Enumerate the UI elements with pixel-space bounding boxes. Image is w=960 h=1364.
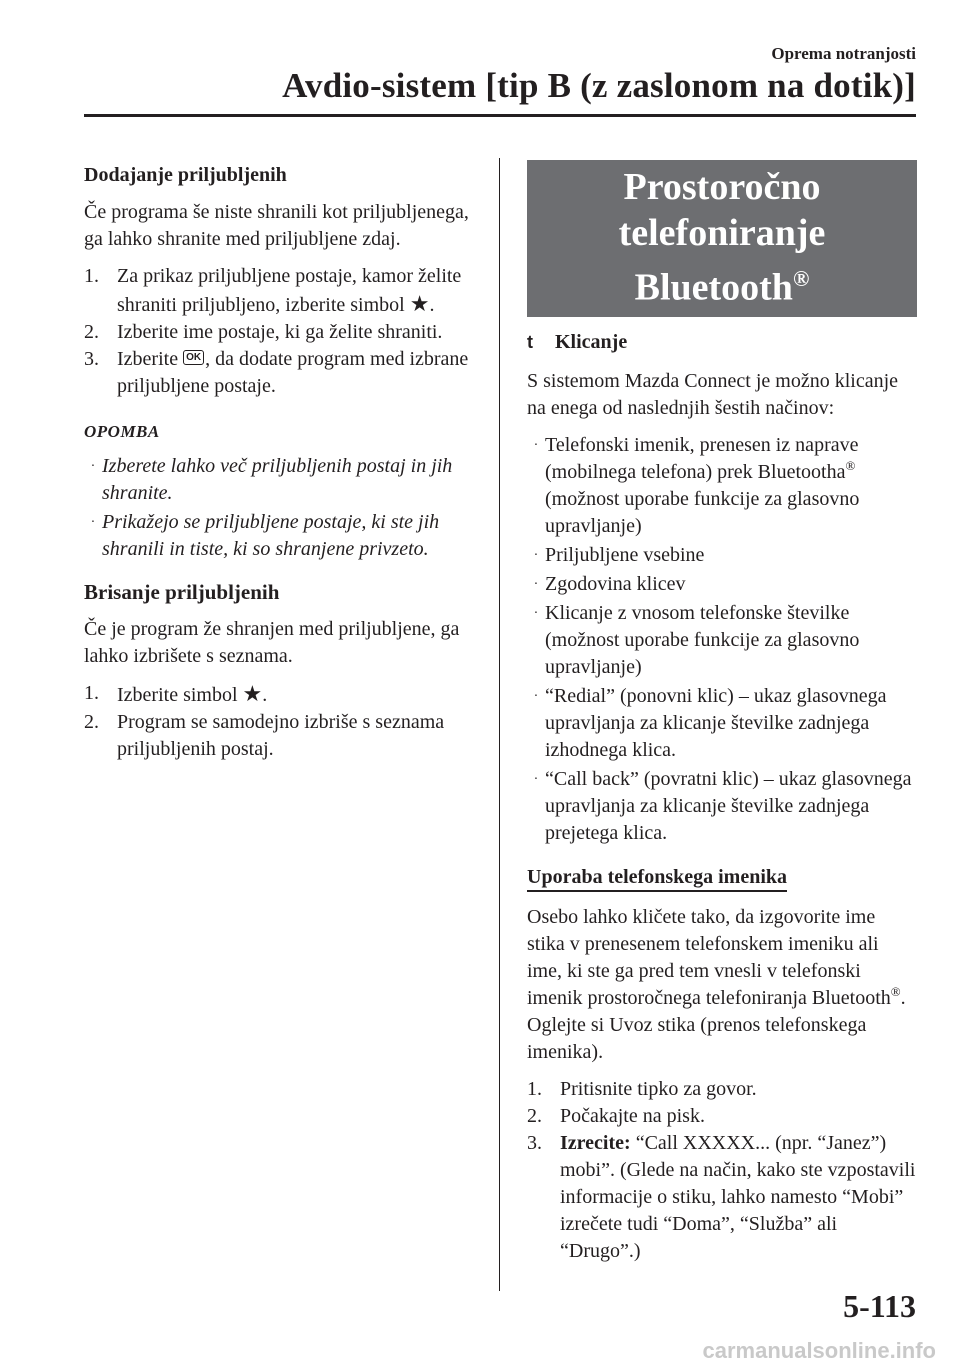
step-number: 1. (84, 682, 99, 704)
step-item (84, 709, 480, 763)
step-text: Pritisnite tipko za govor. (560, 1077, 757, 1100)
step-item (84, 346, 480, 400)
bullet-icon: · (533, 437, 539, 453)
delete-favorites-heading: Brisanje priljubljenih (84, 580, 280, 604)
bullet-icon: · (533, 688, 539, 704)
step-number: 2. (84, 321, 99, 343)
page-number: 5-113 (843, 1288, 916, 1324)
calling-intro: S sistemom Mazda Connect je možno klicanje na enega od naslednjih šestih načinov: (527, 369, 899, 419)
bullet-icon: · (90, 515, 96, 530)
star-icon: ★ (242, 681, 263, 706)
section-marker-icon: t (527, 331, 533, 352)
step-number: 2. (84, 711, 99, 733)
star-icon: ★ (409, 291, 430, 316)
banner-line-1: Prostoročno telefoniranje (618, 166, 826, 254)
step-item (84, 319, 480, 346)
step-item (527, 1103, 917, 1130)
list-item: · “Redial” (ponovni klic) – ukaz glasovnega upravljanja za klicanje številke zadnjega izhodnega klica. (527, 683, 917, 764)
note-heading: OPOMBA (84, 422, 160, 441)
list-item: · Zgodovina klicev (527, 571, 917, 598)
note-list (84, 453, 480, 563)
banner-line-2: Bluetooth® (634, 266, 810, 309)
step-item (84, 680, 480, 709)
step-text: Izberite simbol ★. (117, 681, 268, 706)
column-divider (499, 158, 500, 1291)
step-text: Izberite ime postaje, ki ga želite shraniti. (117, 321, 443, 343)
step-text: Program se samodejno izbriše s seznama priljubljenih postaj. (117, 711, 445, 760)
watermark: carmanualsonline.info (702, 1338, 936, 1363)
step-text: Za prikaz priljubljene postaje, kamor želite shraniti priljubljeno, izberite simbol ★. (117, 265, 462, 316)
list-item: · “Call back” (povratni klic) – ukaz glasovnega upravljanja za klicanje številke zadnjega prejetega klica. (527, 766, 917, 847)
add-favorites-intro: Če programa še niste shranili kot priljubljenega, ga lahko shranite med priljubljene zdaj. (84, 201, 469, 250)
step-item (84, 263, 480, 319)
bullet-icon: · (533, 547, 539, 563)
page-title: Avdio-sistem [tip B (z zaslonom na dotik)] (282, 66, 916, 105)
step-number: 1. (84, 265, 99, 287)
list-item: · Klicanje z vnosom telefonske številke (možnost uporabe funkcije za glasovno upravljanje) (527, 600, 917, 681)
step-text: Izrecite: “Call XXXXX... (npr. “Janez”) mobi”. (Glede na način, kako ste vzpostavili informacije o stiku, lahko namesto “Mobi” izrečete tudi “Doma”, “Služba” ali “Drugo”.) (560, 1131, 916, 1262)
delete-favorites-steps (84, 680, 480, 763)
ok-icon: OK (183, 350, 204, 365)
list-item: · Priljubljene vsebine (527, 542, 917, 569)
step-number: 1. (527, 1077, 542, 1100)
right-column (527, 160, 917, 1283)
bullet-icon: · (90, 459, 96, 474)
step-text: Počakajte na pisk. (560, 1104, 705, 1127)
step-text: Izberite OK , da dodate program med izbrane priljubljene postaje. (117, 348, 469, 397)
calling-methods-list (527, 432, 917, 847)
list-item: · Prikažejo se priljubljene postaje, ki ste jih shranili in tiste, ki so shranjene privzeto. (84, 509, 480, 563)
bullet-icon: · (533, 771, 539, 787)
step-item (527, 1076, 917, 1103)
bullet-icon: · (533, 576, 539, 592)
add-favorites-heading: Dodajanje priljubljenih (84, 164, 287, 186)
add-favorites-steps (84, 263, 480, 400)
phonebook-heading: Uporaba telefonskega imenika (527, 865, 787, 892)
list-item: · Telefonski imenik, prenesen iz naprave (mobilnega telefona) prek Bluetootha® (možnost uporabe funkcije za glasovno upravljanje) (527, 432, 917, 540)
bullet-icon: · (533, 605, 539, 621)
list-item: · Izberete lahko več priljubljenih postaj in jih shranite. (84, 453, 480, 507)
phonebook-steps (527, 1076, 917, 1265)
step-number: 3. (84, 348, 99, 370)
header-section: Oprema notranjosti (771, 44, 916, 63)
header-rule (84, 114, 916, 117)
step-number: 2. (527, 1104, 542, 1127)
step-item (527, 1130, 917, 1265)
left-column (84, 162, 480, 781)
step-number: 3. (527, 1131, 542, 1154)
phonebook-paragraph: Osebo lahko kličete tako, da izgovorite ime stika v prenesenem telefonskem imeniku ali ime, ki ste ga pred tem vnesli v telefonski imenik prostoročnega telefoniranja Bluetooth®. Oglejte si Uvoz stika (prenos telefonskega imenika). (527, 905, 906, 1063)
calling-heading: t Klicanje (527, 329, 917, 356)
section-banner (527, 160, 917, 317)
delete-favorites-intro: Če je program že shranjen med priljubljene, ga lahko izbrišete s seznama. (84, 618, 460, 667)
